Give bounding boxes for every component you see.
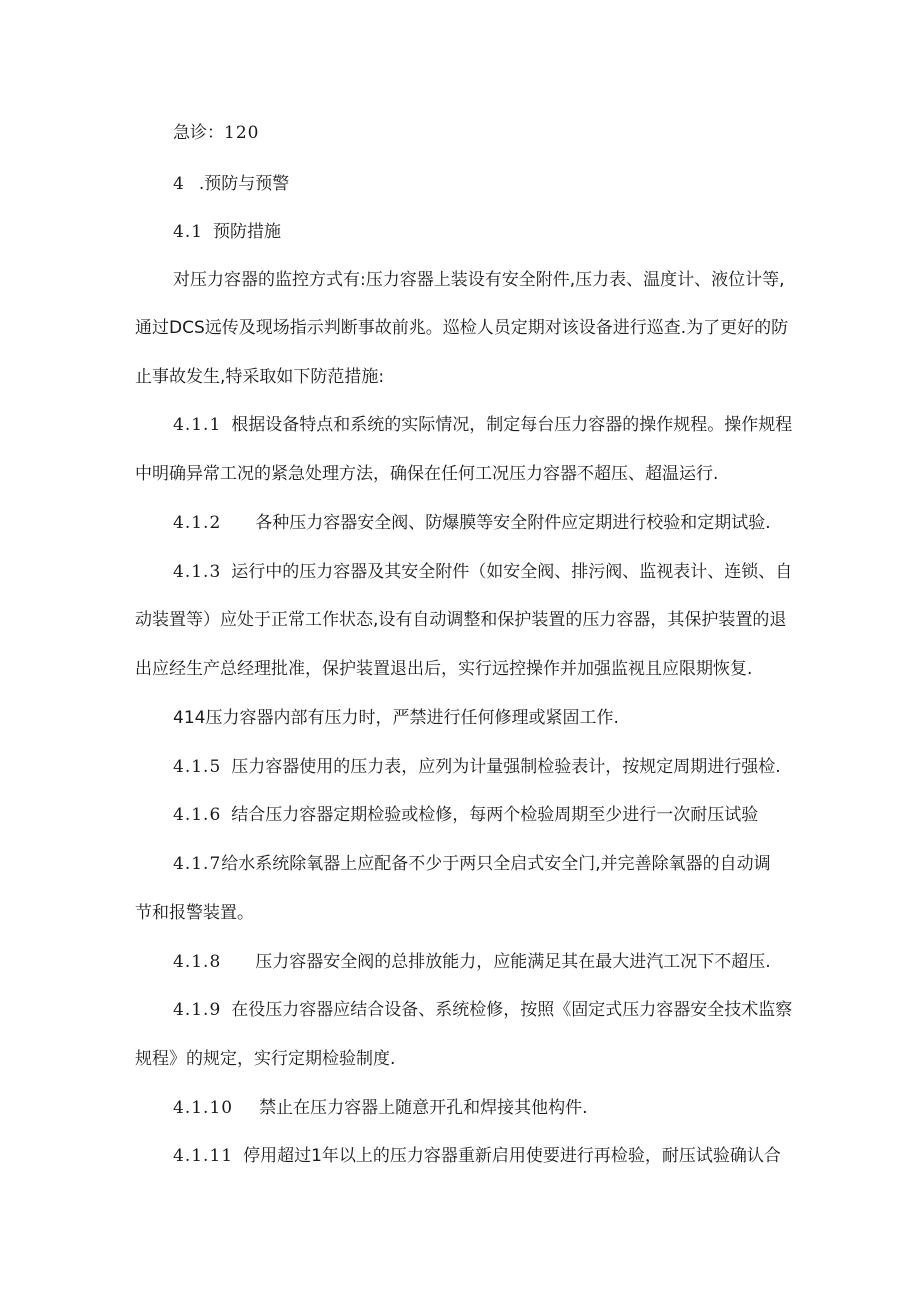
item-4-1-6-text: 结合压力容器定期检验或检修，每两个检验周期至少进行一次耐压试验 — [231, 805, 759, 825]
item-4-1-5-text: 压力容器使用的压力表，应列为计量强制检验表计，按规定周期进行强检. — [231, 757, 781, 777]
item-4-1-1-line-2: 中明确异常工况的紧急处理方法，确保在任何工况压力容器不超压、超温运行. — [135, 464, 719, 484]
item-4-1-3-number: 4.1.3 — [173, 562, 222, 582]
item-4-1-7-line-2: 节和报警装置。 — [135, 903, 254, 923]
item-4-1-3-text: 运行中的压力容器及其安全附件（如安全阀、排污阀、监视表计、连锁、自 — [231, 562, 793, 582]
section-4-1-number: 4.1 — [173, 222, 204, 242]
item-4-1-9-number: 4.1.9 — [173, 1000, 222, 1020]
item-4-1-2-number: 4.1.2 — [173, 513, 222, 533]
item-4-1-5-number: 4.1.5 — [173, 757, 222, 777]
item-4-1-3-line-3: 出应经生产总经理批准，保护装置退出后，实行远控操作并加强监视且应限期恢复. — [135, 659, 753, 679]
item-4-1-2-text: 各种压力容器安全阀、防爆膜等安全附件应定期进行校验和定期试验. — [255, 513, 771, 533]
item-4-1-11-number: 4.1.11 — [173, 1146, 234, 1166]
item-4-1-1-text: 根据设备特点和系统的实际情况，制定每台压力容器的操作规程。操作规程 — [231, 415, 793, 435]
emergency-number: 120 — [224, 123, 260, 143]
item-4-1-9-line-1 — [173, 998, 792, 1022]
item-4-1-7-number: 4.1.7 — [173, 854, 222, 874]
item-4-1-2-line-1 — [173, 511, 771, 535]
section-4-1-heading — [173, 220, 281, 244]
item-4-1-11-line-1 — [173, 1144, 781, 1168]
item-4-1-8-line-1 — [173, 950, 771, 974]
item-4-1-3-line-1 — [173, 560, 792, 584]
item-4-1-10-text: 禁止在压力容器上随意开孔和焊接其他构件. — [259, 1098, 588, 1118]
item-4-1-6-number: 4.1.6 — [173, 805, 222, 825]
item-4-1-7-line-1 — [173, 852, 771, 876]
section-4-title: .预防与预警 — [198, 174, 290, 194]
section-4-number: 4 — [173, 174, 185, 194]
item-4-1-3-line-2: 动装置等）应处于正常工作状态,设有自动调整和保护装置的压力容器，其保护装置的退 — [135, 610, 787, 630]
intro-line-3: 止事故发生,特采取如下防范措施: — [135, 367, 385, 387]
emergency-label: 急诊： — [173, 123, 224, 143]
intro-line-1: 对压力容器的监控方式有:压力容器上装设有安全附件,压力表、温度计、液位计等, — [173, 270, 785, 290]
item-4-1-4-line-1: 414压力容器内部有压力时，严禁进行任何修理或紧固工作. — [173, 708, 619, 728]
item-4-1-8-text: 压力容器安全阀的总排放能力，应能满足其在最大进汽工况下不超压. — [255, 952, 771, 972]
emergency-line — [173, 121, 259, 145]
item-4-1-10-line-1 — [173, 1096, 587, 1120]
item-4-1-9-text: 在役压力容器应结合设备、系统检修，按照《固定式压力容器安全技术监察 — [231, 1000, 793, 1020]
intro-line-2: 通过DCS远传及现场指示判断事故前兆。巡检人员定期对该设备进行巡查.为了更好的防 — [135, 318, 789, 338]
section-4-1-title: 预防措施 — [213, 222, 282, 242]
item-4-1-6-line-1 — [173, 803, 758, 827]
section-4-heading — [173, 172, 289, 196]
item-4-1-1-number: 4.1.1 — [173, 415, 222, 435]
item-4-1-9-line-2: 规程》的规定，实行定期检验制度. — [135, 1049, 396, 1069]
item-4-1-1-line-1 — [173, 413, 792, 437]
item-4-1-10-number: 4.1.10 — [173, 1098, 234, 1118]
item-4-1-11-text: 停用超过1年以上的压力容器重新启用使要进行再检验，耐压试验确认合 — [243, 1146, 781, 1166]
item-4-1-8-number: 4.1.8 — [173, 952, 222, 972]
item-4-1-7-text: 给水系统除氧器上应配备不少于两只全启式安全门,并完善除氧器的自动调 — [221, 854, 771, 874]
item-4-1-5-line-1 — [173, 755, 781, 779]
